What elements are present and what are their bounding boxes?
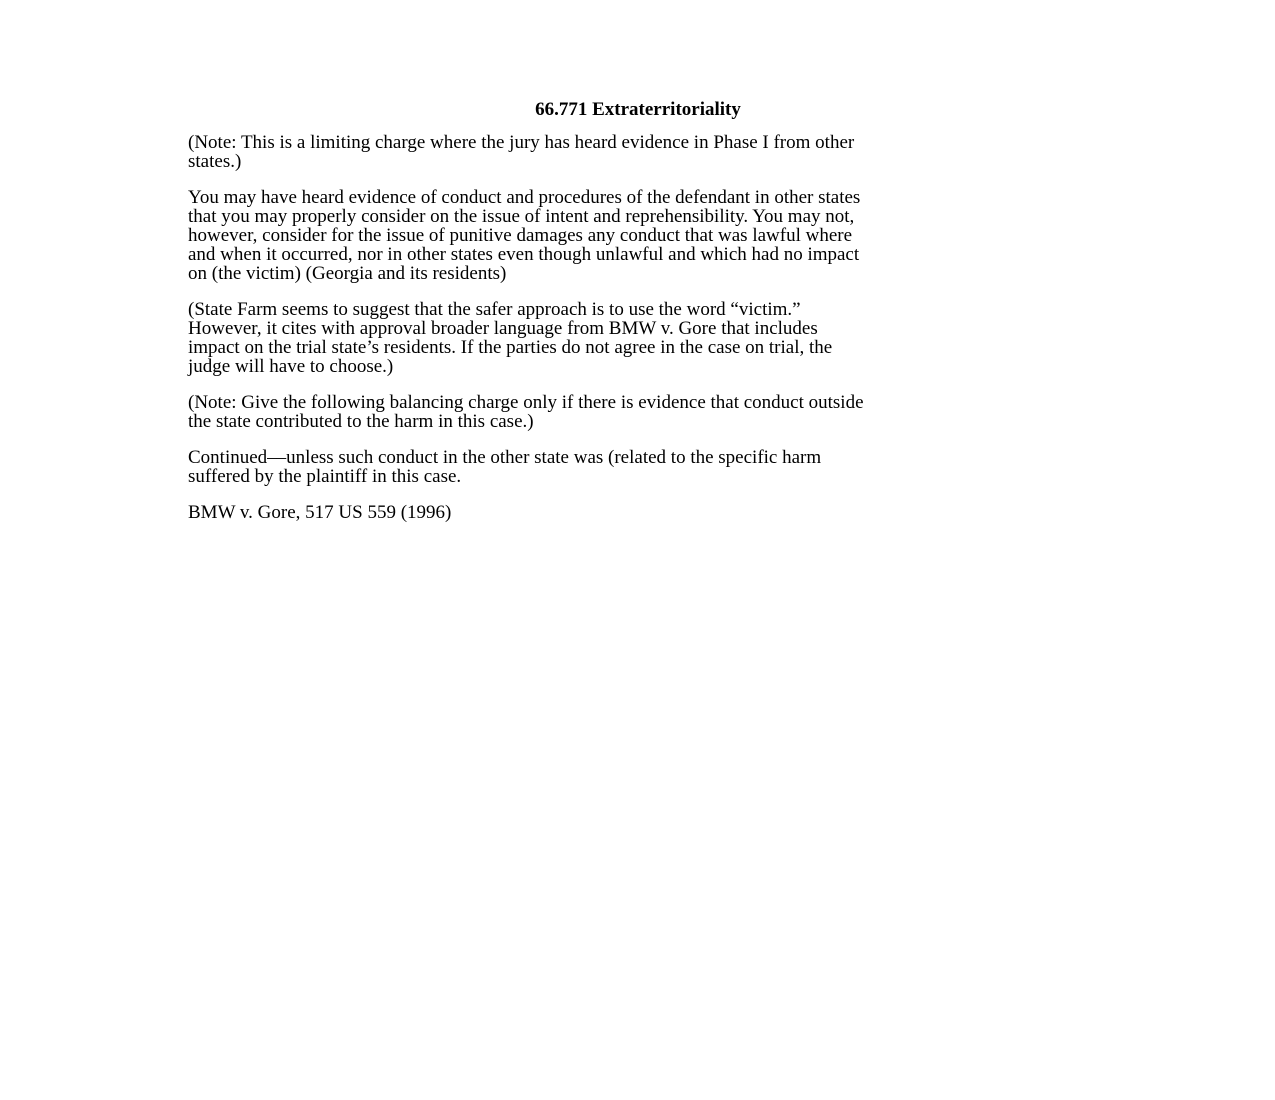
note-balancing-charge: (Note: Give the following balancing charge only if there is evidence that conduct outside the state contributed to the harm in this case.) — [188, 392, 864, 432]
note-limiting-charge: (Note: This is a limiting charge where the jury has heard evidence in Phase I from other states.) — [188, 132, 855, 172]
section-title: 66.771 Extraterritoriality — [535, 99, 741, 120]
continued-paragraph: Continued––unless such conduct in the other state was (related to the specific harm suffered by the plaintiff in this case. — [188, 447, 822, 487]
citation: BMW v. Gore, 517 US 559 (1996) — [188, 502, 452, 523]
document-page — [188, 98, 1088, 539]
instruction-paragraph: You may have heard evidence of conduct and procedures of the defendant in other states that you may properly consider on the issue of intent and reprehensibility. You may not, however, consider for the issue of punitive damages any conduct that was lawful where and when it occurred, nor in other states even though unlawful and which had no impact on (the victim) (Georgia and its residents) — [188, 187, 861, 284]
state-farm-commentary: (State Farm seems to suggest that the safer approach is to use the word “victim.” However, it cites with approval broader language from BMW v. Gore that includes impact on the trial state’s residents. If the parties do not agree in the case on trial, the judge will have to choose.) — [188, 299, 833, 377]
